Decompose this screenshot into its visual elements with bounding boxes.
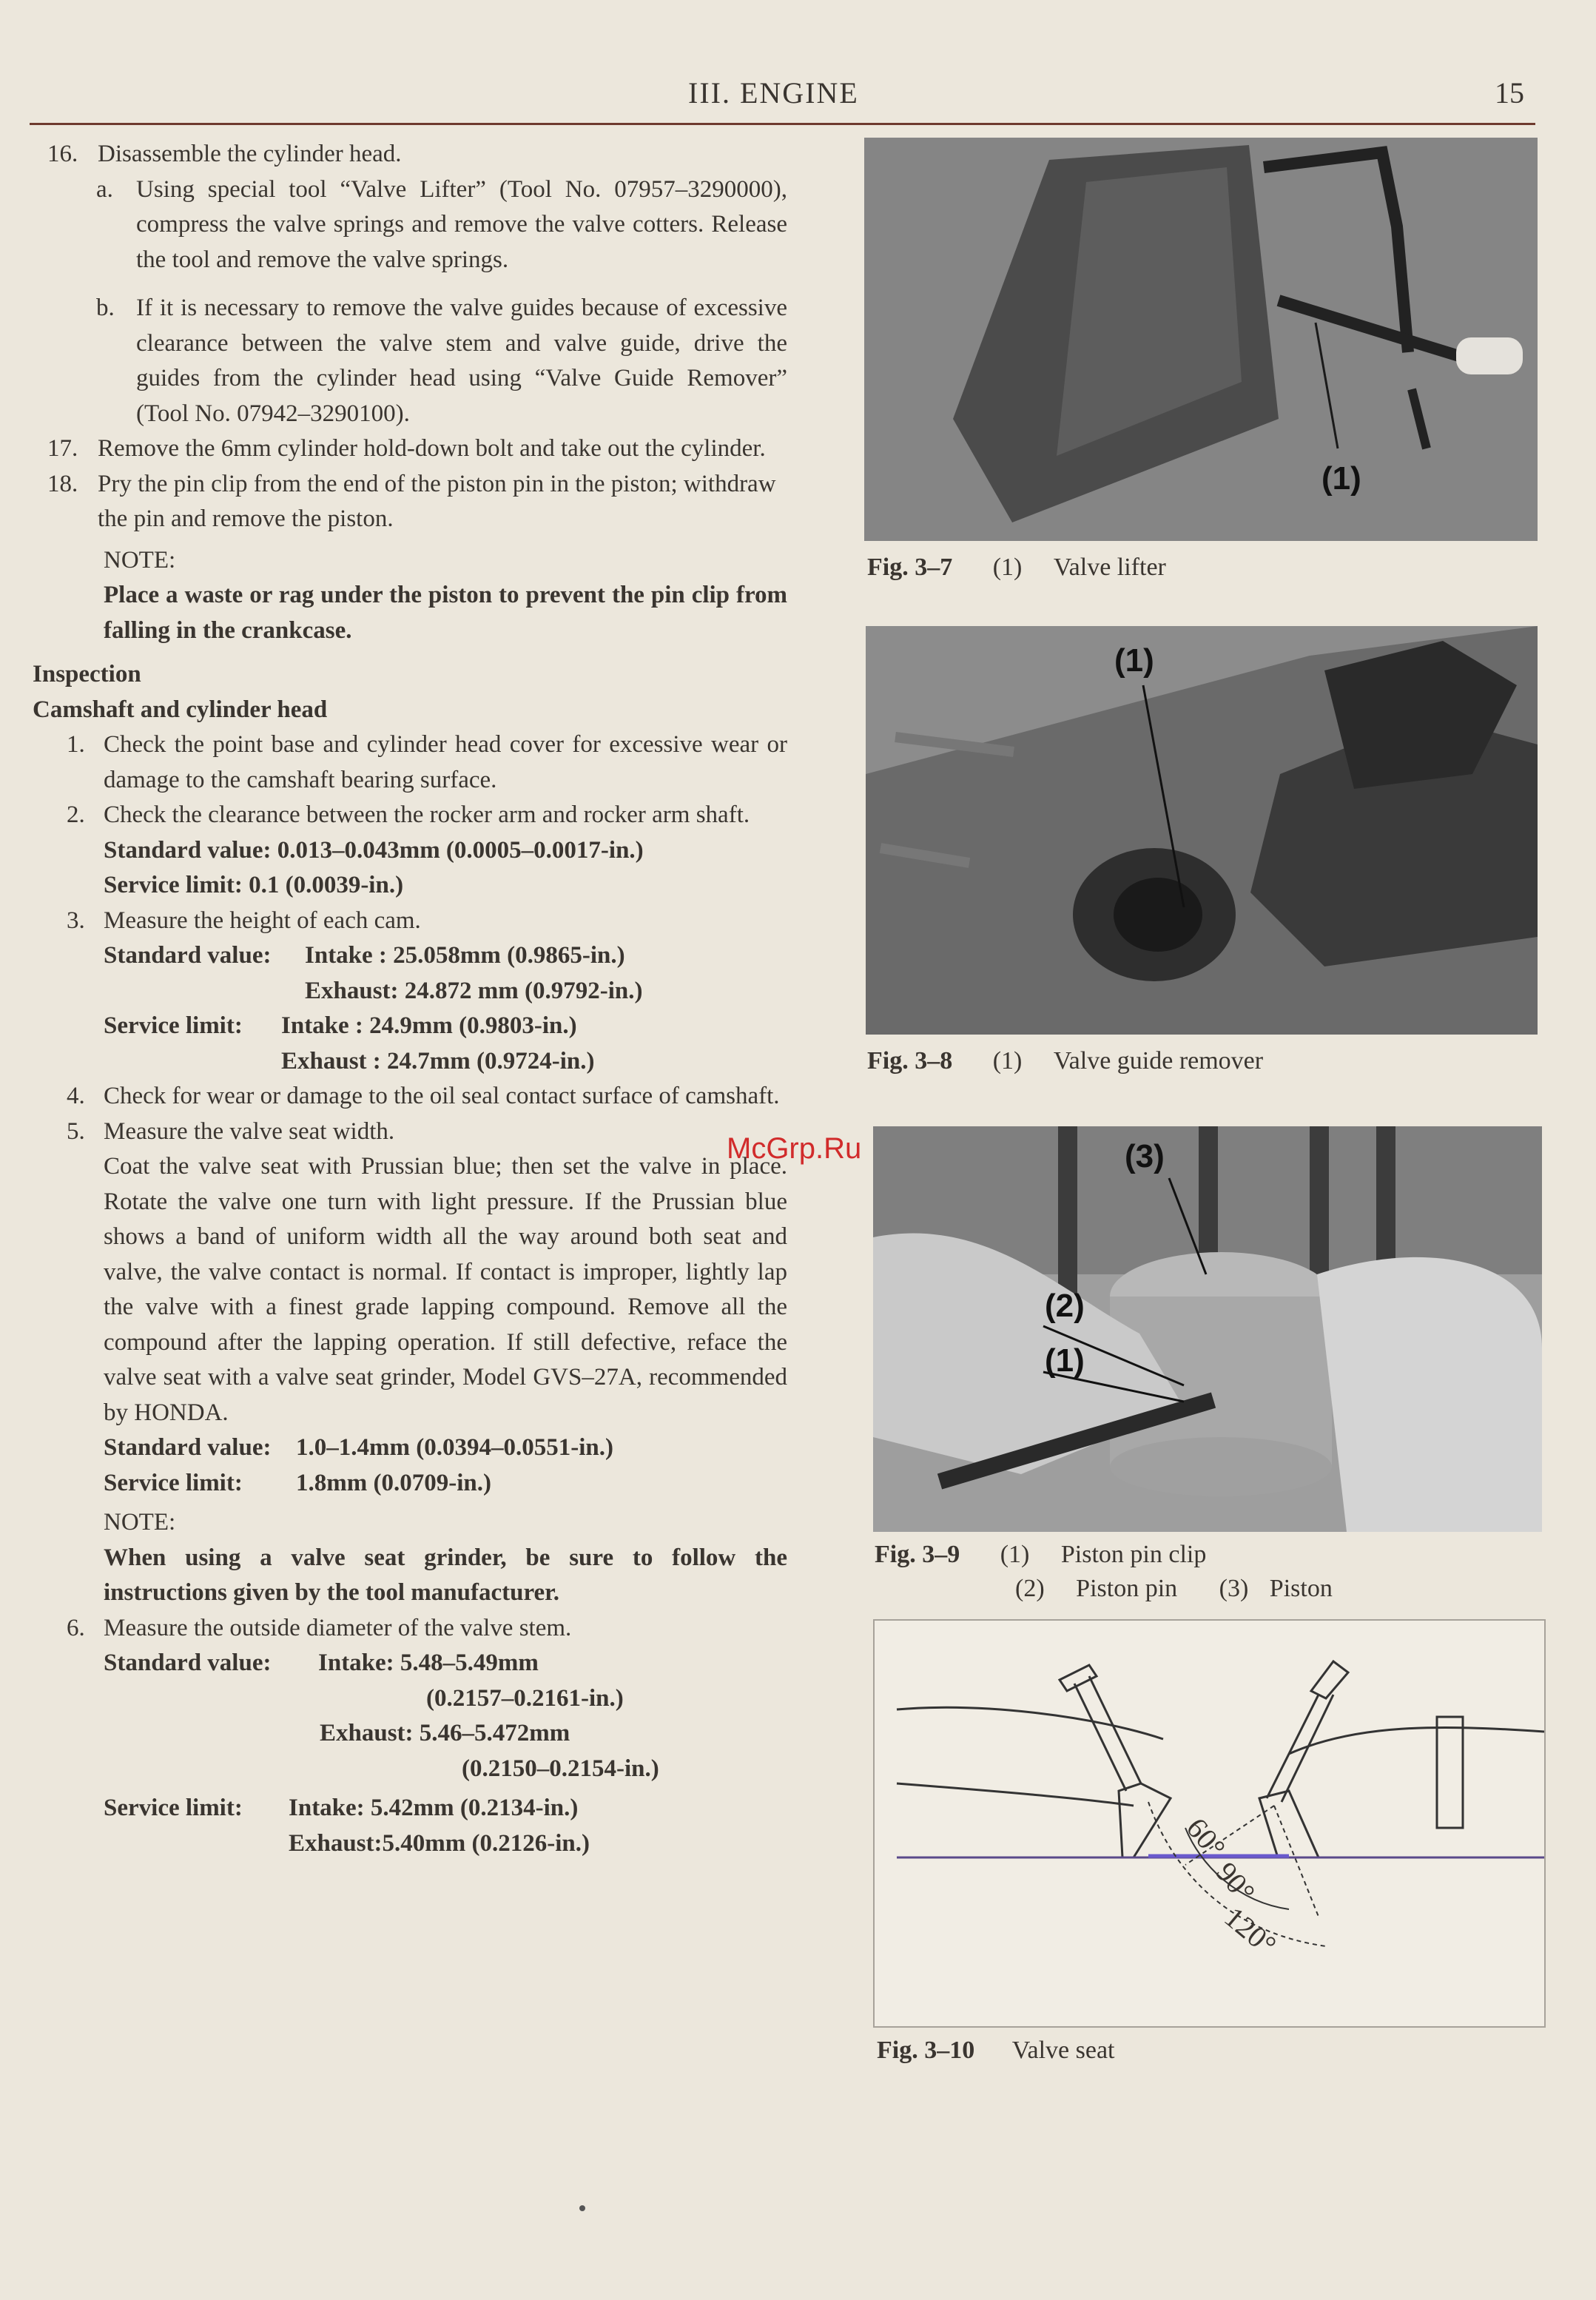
note-heading: NOTE: bbox=[104, 546, 176, 574]
page-speck bbox=[579, 2205, 585, 2211]
sub-letter: a. bbox=[96, 175, 113, 203]
spec-label: Service limit: bbox=[104, 1795, 243, 1821]
note-text: When using a valve seat grinder, be sure to follow the instructions given by the tool manufacturer. bbox=[104, 1544, 787, 1606]
angle-60-label: 60° bbox=[1179, 1811, 1233, 1865]
check-1 bbox=[33, 727, 787, 798]
check-2 bbox=[33, 798, 787, 833]
fig-item-num: (1) bbox=[1000, 1541, 1030, 1568]
spec-value: Intake : 24.9mm (0.9803-in.) bbox=[281, 1012, 577, 1039]
fig-item-num: (3) bbox=[1219, 1575, 1249, 1602]
step-16 bbox=[33, 137, 787, 172]
spec-label: Standard value: bbox=[104, 1434, 272, 1461]
check-text: Check the clearance between the rocker arm and rocker arm shaft. bbox=[104, 801, 750, 828]
fig-label: Fig. 3–10 bbox=[877, 2037, 975, 2064]
step-text: Disassemble the cylinder head. bbox=[98, 141, 402, 167]
callout-1: (1) bbox=[1045, 1342, 1085, 1379]
spec-limit: Service limit: 0.1 (0.0039-in.) bbox=[104, 872, 404, 898]
fig-item-num: (2) bbox=[1015, 1575, 1045, 1602]
spec-standard-stem bbox=[33, 1646, 787, 1681]
fig-item-text: Piston pin bbox=[1076, 1575, 1178, 1602]
step-number: 18. bbox=[47, 470, 78, 497]
callout-1: (1) bbox=[1321, 460, 1361, 497]
sub-text: Using special tool “Valve Lifter” (Tool No. 07957–3290000), compress the valve springs and remove the valve cotters. Release the tool and remove the valve springs. bbox=[136, 175, 787, 273]
check-text: Measure the valve seat width. bbox=[104, 1117, 395, 1145]
spec-value: 1.0–1.4mm (0.0394–0.0551-in.) bbox=[296, 1434, 613, 1461]
spec-value: (0.2157–0.2161-in.) bbox=[426, 1684, 624, 1712]
spec-value: 1.8mm (0.0709-in.) bbox=[296, 1469, 491, 1496]
fig-label: Fig. 3–9 bbox=[875, 1541, 960, 1568]
spec-value: Intake: 5.48–5.49mm bbox=[318, 1650, 539, 1676]
check-number: 4. bbox=[67, 1083, 85, 1109]
subsection-heading: Camshaft and cylinder head bbox=[33, 696, 328, 723]
fig-3-7-photo bbox=[864, 138, 1538, 541]
fig-3-7-caption bbox=[867, 554, 1166, 582]
callout-2: (2) bbox=[1045, 1288, 1085, 1324]
piston-photo-image bbox=[873, 1126, 1542, 1532]
check-text: Check the point base and cylinder head cover for excessive wear or damage to the camshaft bearing surface. bbox=[104, 731, 787, 793]
step-16b bbox=[33, 291, 787, 431]
check-5 bbox=[33, 1114, 787, 1150]
valve-guide-remover-photo-image bbox=[866, 626, 1538, 1035]
check-number: 5. bbox=[67, 1117, 85, 1145]
fig-3-10-caption bbox=[877, 2037, 1115, 2065]
spec-standard-cam-exhaust bbox=[33, 974, 787, 1009]
watermark: McGrp.Ru bbox=[727, 1132, 862, 1165]
fig-3-10-diagram bbox=[873, 1619, 1546, 2028]
spec-standard-stem-intake-in bbox=[33, 1681, 787, 1717]
spec-value: Intake : 25.058mm (0.9865-in.) bbox=[305, 942, 625, 969]
fig-label: Fig. 3–7 bbox=[867, 554, 953, 581]
text-column bbox=[33, 137, 787, 1861]
check-text: Measure the height of each cam. bbox=[104, 907, 421, 934]
spec-limit-cam bbox=[33, 1009, 787, 1044]
fig-item-text: Valve guide remover bbox=[1053, 1047, 1264, 1075]
spec-limit-stem-exhaust bbox=[33, 1826, 787, 1862]
angle-120-label: 120° bbox=[1218, 1900, 1283, 1963]
fig-item-text: Piston pin clip bbox=[1060, 1541, 1207, 1568]
check-5-paragraph: Coat the valve seat with Prussian blue; then set the valve in place. Rotate the valve one turn with light pressure. If the Prussian blue shows a band of uniform width all the way around both seat and valve, the valve contact is normal. If contact is improper, lightly lap the valve with a finest grade lapping compound. Remove all the compound after the lapping operation. If still defective, reface the valve seat with a valve seat grinder, Model GVS–27A, recommended by HONDA. bbox=[104, 1153, 787, 1426]
check-text: Check for wear or damage to the oil seal contact surface of camshaft. bbox=[104, 1083, 780, 1109]
spec-value: Exhaust : 24.7mm (0.9724-in.) bbox=[281, 1047, 595, 1075]
callout-1: (1) bbox=[1114, 642, 1154, 679]
step-number: 16. bbox=[47, 141, 78, 167]
check-4 bbox=[33, 1079, 787, 1114]
spec-standard-seat bbox=[33, 1430, 787, 1466]
spec-label: Service limit: bbox=[104, 1012, 243, 1039]
check-6 bbox=[33, 1611, 787, 1647]
check-3 bbox=[33, 904, 787, 939]
spec-label: Standard value: bbox=[104, 1650, 272, 1676]
fig-3-8-photo bbox=[866, 626, 1538, 1035]
spec-value: Exhaust: 5.46–5.472mm bbox=[320, 1720, 570, 1746]
check-number: 1. bbox=[67, 731, 85, 758]
step-18 bbox=[33, 467, 787, 537]
fig-item-text: Piston bbox=[1269, 1575, 1333, 1602]
fig-3-8-caption bbox=[867, 1047, 1263, 1075]
check-number: 6. bbox=[67, 1614, 85, 1641]
spec-standard: Standard value: 0.013–0.043mm (0.0005–0.0017-in.) bbox=[104, 836, 644, 864]
fig-3-9-caption bbox=[875, 1541, 1206, 1569]
fig-3-9-photo bbox=[873, 1126, 1542, 1532]
fig-3-9-caption-line2 bbox=[1015, 1575, 1333, 1603]
spec-standard-stem-exhaust-in bbox=[33, 1752, 787, 1787]
fig-item-text: Valve seat bbox=[1011, 2037, 1115, 2064]
step-16a bbox=[33, 172, 787, 278]
page-header-title: III. ENGINE bbox=[688, 76, 859, 110]
header-rule bbox=[30, 123, 1535, 125]
spec-label: Standard value: bbox=[104, 942, 272, 969]
fig-item-text: Valve lifter bbox=[1053, 554, 1166, 581]
sub-letter: b. bbox=[96, 295, 115, 321]
step-text: Remove the 6mm cylinder hold-down bolt and take out the cylinder. bbox=[98, 435, 766, 462]
check-number: 3. bbox=[67, 907, 85, 934]
spec-value: Intake: 5.42mm (0.2134-in.) bbox=[289, 1795, 579, 1821]
check-text: Measure the outside diameter of the valve stem. bbox=[104, 1614, 572, 1641]
spec-value: Exhaust: 24.872 mm (0.9792-in.) bbox=[305, 977, 643, 1004]
spec-standard-stem-exhaust bbox=[33, 1716, 787, 1752]
step-17 bbox=[33, 431, 787, 467]
step-number: 17. bbox=[47, 435, 78, 462]
angle-90-label: 90° bbox=[1209, 1855, 1262, 1909]
valve-lifter-photo-image bbox=[864, 138, 1538, 541]
callout-3: (3) bbox=[1125, 1138, 1165, 1174]
note-heading: NOTE: bbox=[104, 1509, 176, 1536]
spec-standard-cam bbox=[33, 938, 787, 974]
spec-label: Service limit: bbox=[104, 1469, 243, 1496]
spec-value: Exhaust:5.40mm (0.2126-in.) bbox=[289, 1829, 590, 1857]
spec-limit-stem bbox=[33, 1791, 787, 1826]
check-number: 2. bbox=[67, 801, 85, 828]
fig-item-num: (1) bbox=[992, 1047, 1023, 1075]
fig-label: Fig. 3–8 bbox=[867, 1047, 953, 1075]
step-text: Pry the pin clip from the end of the piston pin in the piston; withdraw the pin and remove the piston. bbox=[98, 470, 776, 532]
page-number: 15 bbox=[1495, 76, 1524, 110]
section-heading: Inspection bbox=[33, 661, 141, 687]
sub-text: If it is necessary to remove the valve guides because of excessive clearance between the valve stem and valve guide, drive the guides from the cylinder head using “Valve Guide Remover” (Tool No. 07942–3290100). bbox=[136, 295, 787, 427]
note-text: Place a waste or rag under the piston to prevent the pin clip from falling in the crankcase. bbox=[104, 582, 787, 644]
spec-value: (0.2150–0.2154-in.) bbox=[462, 1755, 659, 1782]
spec-limit-seat bbox=[33, 1466, 787, 1502]
fig-item-num: (1) bbox=[992, 554, 1023, 581]
spec-limit-cam-exhaust bbox=[33, 1044, 787, 1080]
